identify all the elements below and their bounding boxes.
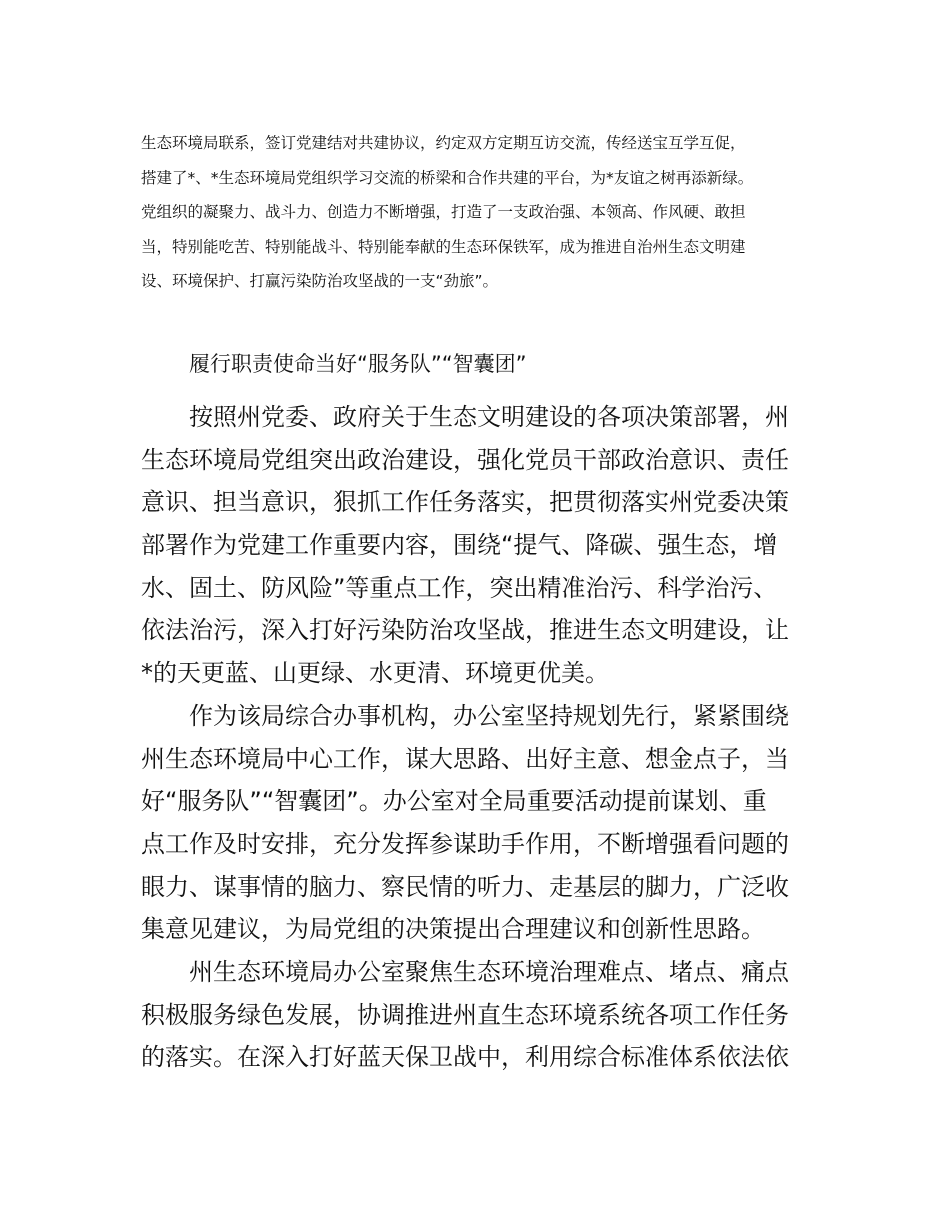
paragraph-2 [141,695,831,951]
section-heading: 履行职责使命当好“服务队”“智囊团” [189,352,527,376]
text-line: 设、环境保护、打赢污染防治攻坚战的一支“劲旅”。 [141,272,499,290]
text-line: 水、固土、防风险”等重点工作，突出精准治污、科学治污、 [141,573,778,602]
text-line: 党组织的凝聚力、战斗力、创造力不断增强，打造了一支政治强、本领高、作风硬、敢担 [141,203,746,221]
text-line: 积极服务绿色发展，协调推进州直生态环境系统各项工作任务 [141,1000,789,1029]
text-line: 州生态环境局中心工作，谋大思路、出好主意、想金点子，当 [141,744,789,773]
text-line: 按照州党委、政府关于生态文明建设的各项决策部署，州 [189,403,789,431]
paragraph-1 [141,396,831,695]
text-line: 作为该局综合办事机构，办公室坚持规划先行，紧紧围绕 [189,701,789,730]
text-line: 搭建了*、*生态环境局党组织学习交流的桥梁和合作共建的平台，为*友谊之树再添新绿。 [141,168,754,187]
text-line: 眼力、谋事情的脑力、察民情的听力、走基层的脚力，广泛收 [141,872,789,901]
text-line: 生态环境局党组突出政治建设，强化党员干部政治意识、责任 [141,445,789,474]
text-line: 依法治污，深入打好污染防治攻坚战，推进生态文明建设，让 [141,616,789,645]
text-line: *的天更蓝、山更绿、水更清、环境更优美。 [141,659,609,688]
text-line: 部署作为党建工作重要内容，围绕“提气、降碳、强生态，增 [141,531,778,560]
paragraph-3 [141,951,831,1079]
text-line: 集意见建议，为局党组的决策提出合理建议和创新性思路。 [141,915,765,944]
text-line: 生态环境局联系，签订党建结对共建协议，约定双方定期互访交流，传经送宝互学互促， [141,134,746,152]
text-line: 好“服务队”“智囊团”。办公室对全局重要活动提前谋划、重 [141,787,767,816]
body-text [141,396,831,1079]
text-line: 当，特别能吃苦、特别能战斗、特别能奉献的生态环保铁军，成为推进自治州生态文明建 [141,237,746,256]
text-line: 点工作及时安排，充分发挥参谋助手作用，不断增强看问题的 [141,829,789,858]
text-line: 意识、担当意识，狠抓工作任务落实，把贯彻落实州党委决策 [141,488,789,517]
paragraph-top [141,126,821,299]
text-line: 州生态环境局办公室聚焦生态环境治理难点、堵点、痛点 [189,957,789,986]
text-line: 的落实。在深入打好蓝天保卫战中，利用综合标准体系依法依 [141,1043,789,1072]
